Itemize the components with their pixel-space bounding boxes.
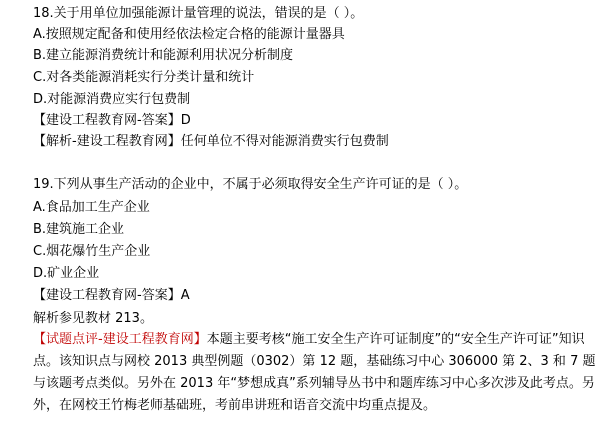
q18-option-a: A.按照规定配备和使用经依法检定合格的能源计量器具: [33, 27, 345, 42]
q19-option-a: A.食品加工生产企业: [33, 200, 150, 215]
review-text: 本题主要考核“施工安全生产许可证制度”的“安全生产许可证”知识点。该知识点与网校 2013 典型例题（0302）第 12 题，基础练习中心 306000 第 2、3 和 7 题与该题考点类似。另外在 2013 年“梦想成真”系列辅导丛书中和题库练习中心多次涉及此考点。另外，在网校王竹梅老师基础班，考前串讲班和语音交流中均重点提及。: [33, 332, 596, 413]
review-paragraph: [33, 329, 601, 417]
q19-option-d: D.矿业企业: [33, 266, 100, 281]
q19-option-b: B.建筑施工企业: [33, 222, 125, 237]
q18-analysis: 【解析-建设工程教育网】任何单位不得对能源消费实行包费制: [33, 134, 389, 149]
q19-option-c: C.烟花爆竹生产企业: [33, 244, 151, 259]
review-label: 【试题点评-建设工程教育网】: [33, 332, 207, 347]
q19-answer: 【建设工程教育网-答案】A: [33, 288, 190, 303]
q19-stem: 19.下列从事生产活动的企业中，不属于必须取得安全生产许可证的是（ ）。: [33, 177, 468, 192]
q18-option-c: C.对各类能源消耗实行分类计量和统计: [33, 70, 255, 85]
q18-stem: 18.关于用单位加强能源计量管理的说法，错误的是（ ）。: [33, 6, 364, 21]
q19-analysis: 解析参见教材 213。: [33, 311, 153, 326]
q18-answer: 【建设工程教育网-答案】D: [33, 113, 191, 128]
q18-option-b: B.建立能源消费统计和能源利用状况分析制度: [33, 48, 294, 63]
q18-option-d: D.对能源消费应实行包费制: [33, 92, 191, 107]
